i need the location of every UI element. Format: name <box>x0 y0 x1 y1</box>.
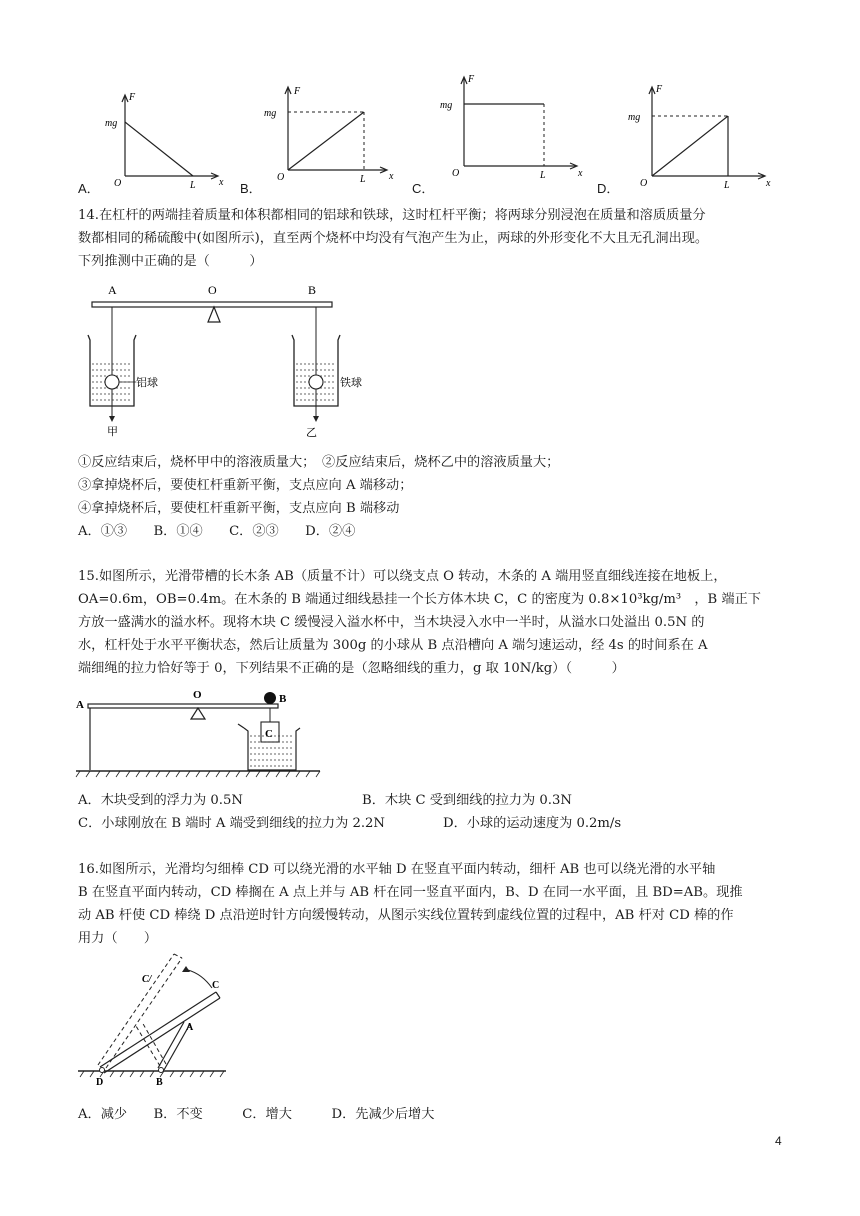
q13-option-a: A． <box>78 181 100 196</box>
q15-option-c: C．小球刚放在 B 端时 A 端受到细线的拉力为 2.2N <box>78 816 385 831</box>
q13-graph-c <box>442 72 582 182</box>
q15-stem-line-1: 15.如图所示，光滑带槽的长木条 AB（质量不计）可以绕支点 O 转动，木条的 A 端用竖直细线连接在地板上， <box>78 569 727 584</box>
axis-x-label: x <box>219 177 224 188</box>
page-number: 4 <box>775 1134 782 1148</box>
point-o-label: O <box>193 689 202 701</box>
mg-label: mg <box>264 108 277 119</box>
q13-graph-d <box>630 82 770 192</box>
q14-statement-4: ④拿掉烧杯后，要使杠杆重新平衡，支点应向 B 端移动 <box>78 501 400 516</box>
l-label: L <box>190 180 196 191</box>
q15-lever-figure <box>76 684 326 779</box>
q13-graph-a <box>105 88 225 191</box>
axis-x-label: x <box>766 178 771 189</box>
axis-f-label: F <box>129 92 136 103</box>
q15-option-b: B．木块 C 受到细线的拉力为 0.3N <box>362 793 572 808</box>
q15-stem-line-4: 水，杠杆处于水平平衡状态，然后让质量为 300g 的小球从 B 点沿槽向 A 端匀速运动，经 4s 的时间系在 A <box>78 638 708 653</box>
origin-label: O <box>640 178 648 189</box>
aluminum-ball-label: 铝球 <box>136 377 158 389</box>
q14-stem-line-3: 下列推测中正确的是（ ） <box>78 254 263 269</box>
q15-stem-line-5: 端细绳的拉力恰好等于 0，下列结果不正确的是（忽略细线的重力，g 取 10N/kg）（ ） <box>78 661 625 676</box>
mg-label: mg <box>628 112 641 123</box>
origin-label: O <box>114 178 122 189</box>
axis-x-label: x <box>578 168 583 179</box>
q16-stem-line-2: B 在竖直平面内转动，CD 棒搁在 A 点上并与 AB 杆在同一竖直平面内，B、D 在同一水平面，且 BD=AB。现推 <box>78 885 743 900</box>
q16-stem-line-4: 用力（ ） <box>78 931 158 946</box>
q16-rod-figure <box>76 950 236 1090</box>
origin-label: O <box>452 168 460 179</box>
axis-f-label: F <box>468 74 475 85</box>
origin-label: O <box>277 172 285 183</box>
point-c-prime-label: C/ <box>142 974 152 985</box>
point-b-label: B <box>156 1077 163 1088</box>
point-b-label: B <box>279 693 287 705</box>
q14-stem-line-1: 14.在杠杆的两端挂着质量和体积都相同的铝球和铁球，这时杠杆平衡；将两球分别浸泡在质量和溶质质量分 <box>78 208 706 223</box>
q14-lever-figure <box>80 280 362 440</box>
q13-graph-b <box>264 82 398 185</box>
q14-statement-1-2: ①反应结束后，烧杯甲中的溶液质量大； ②反应结束后，烧杯乙中的溶液质量大； <box>78 455 560 470</box>
q14-options: A．①③ B．①④ C．②③ D．②④ <box>78 524 356 539</box>
beaker-yi-label: 乙 <box>306 427 317 439</box>
point-b-label: B <box>308 283 317 297</box>
q16-options: A．减少 B．不变 C．增大 D．先减少后增大 <box>78 1107 435 1122</box>
axis-f-label: F <box>656 84 663 95</box>
q15-option-a: A．木块受到的浮力为 0.5N <box>78 793 243 808</box>
point-c-label: C <box>212 980 220 991</box>
point-a-label: A <box>186 1022 194 1033</box>
l-label: L <box>724 180 730 191</box>
point-a-label: A <box>76 699 84 711</box>
point-o-label: O <box>208 283 217 297</box>
q14-stem-line-2: 数都相同的稀硫酸中(如图所示)，直至两个烧杯中均没有气泡产生为止，两球的外形变化不大且无孔洞出现。 <box>78 231 709 246</box>
q14-statement-3: ③拿掉烧杯后，要使杠杆重新平衡，支点应向 A 端移动； <box>78 478 413 493</box>
l-label: L <box>540 170 546 181</box>
q16-stem-line-1: 16.如图所示，光滑均匀细棒 CD 可以绕光滑的水平轴 D 在竖直平面内转动，细杆 AB 也可以绕光滑的水平轴 <box>78 862 716 877</box>
beaker-jia-label: 甲 <box>107 426 118 438</box>
q15-option-d: D．小球的运动速度为 0.2m/s <box>443 816 622 831</box>
axis-f-label: F <box>294 86 301 97</box>
q15-stem-line-3: 方放一盛满水的溢水杯。现将木块 C 缓慢浸入溢水杯中，当木块浸入水中一半时，从溢水口处溢出 0.5N 的 <box>78 615 705 630</box>
q13-option-c: C． <box>412 181 435 196</box>
mg-label: mg <box>440 100 453 111</box>
mg-label: mg <box>105 118 118 129</box>
point-d-label: D <box>96 1077 104 1088</box>
point-a-label: A <box>108 283 117 297</box>
block-c-label: C <box>265 728 273 740</box>
l-label: L <box>360 174 366 185</box>
q16-stem-line-3: 动 AB 杆使 CD 棒绕 D 点沿逆时针方向缓慢转动，从图示实线位置转到虚线位置的过程中，AB 杆对 CD 棒的作 <box>78 908 734 923</box>
axis-x-label: x <box>389 171 394 182</box>
q13-option-b: B． <box>240 181 262 196</box>
q13-option-d: D． <box>597 181 620 196</box>
q15-stem-line-2: OA=0.6m，OB=0.4m。在木条的 B 端通过细线悬挂一个长方体木块 C，C 的密度为 0.8×10³kg/m³ ，B 端正下 <box>78 592 761 607</box>
iron-ball-label: 铁球 <box>340 377 362 389</box>
